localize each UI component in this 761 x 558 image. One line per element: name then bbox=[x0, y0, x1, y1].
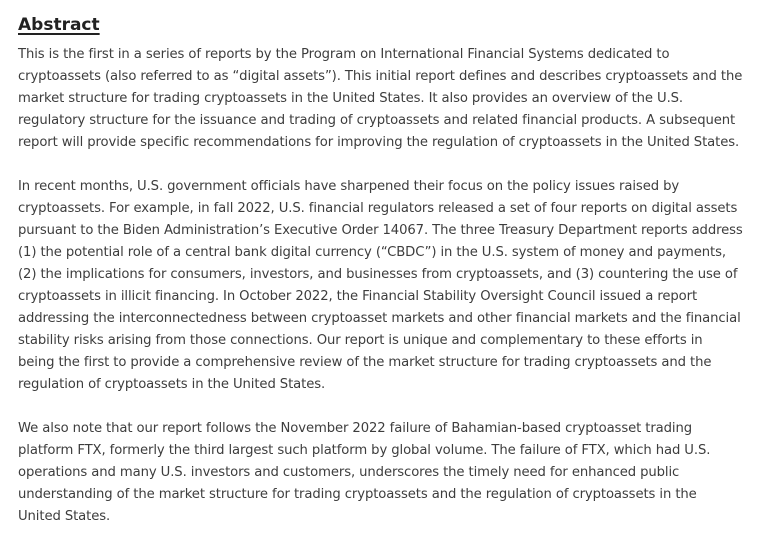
abstract-heading: Abstract bbox=[18, 15, 100, 35]
abstract-paragraph-1: This is the first in a series of reports by the Program on International Financial Systems dedicated to cryptoassets (also referred to as “digital assets”). This initial report defines and describes cryptoassets and the market structure for trading cryptoassets in the United States. It also provides an overview of the U.S. regulatory structure for the issuance and trading of cryptoassets and related financial products. A subsequent report will provide specific recommendations for improving the regulation of cryptoassets in the United States. bbox=[18, 47, 743, 150]
abstract-paragraph-3: We also note that our report follows the November 2022 failure of Bahamian-based cryptoasset trading platform FTX, formerly the third largest such platform by global volume. The failure of FTX, which had U.S. operations and many U.S. investors and customers, underscores the timely need for enhanced public understanding of the market structure for trading cryptoassets and the regulation of cryptoassets in the United States. bbox=[18, 421, 711, 524]
abstract-paragraph-2: In recent months, U.S. government officials have sharpened their focus on the policy issues raised by cryptoassets. For example, in fall 2022, U.S. financial regulators released a set of four reports on digital assets pursuant to the Biden Administration’s Executive Order 14067. The three Treasury Department reports address (1) the potential role of a central bank digital currency (“CBDC”) in the U.S. system of money and payments, (2) the implications for consumers, investors, and businesses from cryptoassets, and (3) countering the use of cryptoassets in illicit financing. In October 2022, the Financial Stability Oversight Council issued a report addressing the interconnectedness between cryptoasset markets and other financial markets and the financial stability risks arising from those connections. Our report is unique and complementary to these efforts in being the first to provide a comprehensive review of the market structure for trading cryptoassets and the regulation of cryptoassets in the United States. bbox=[18, 179, 743, 392]
